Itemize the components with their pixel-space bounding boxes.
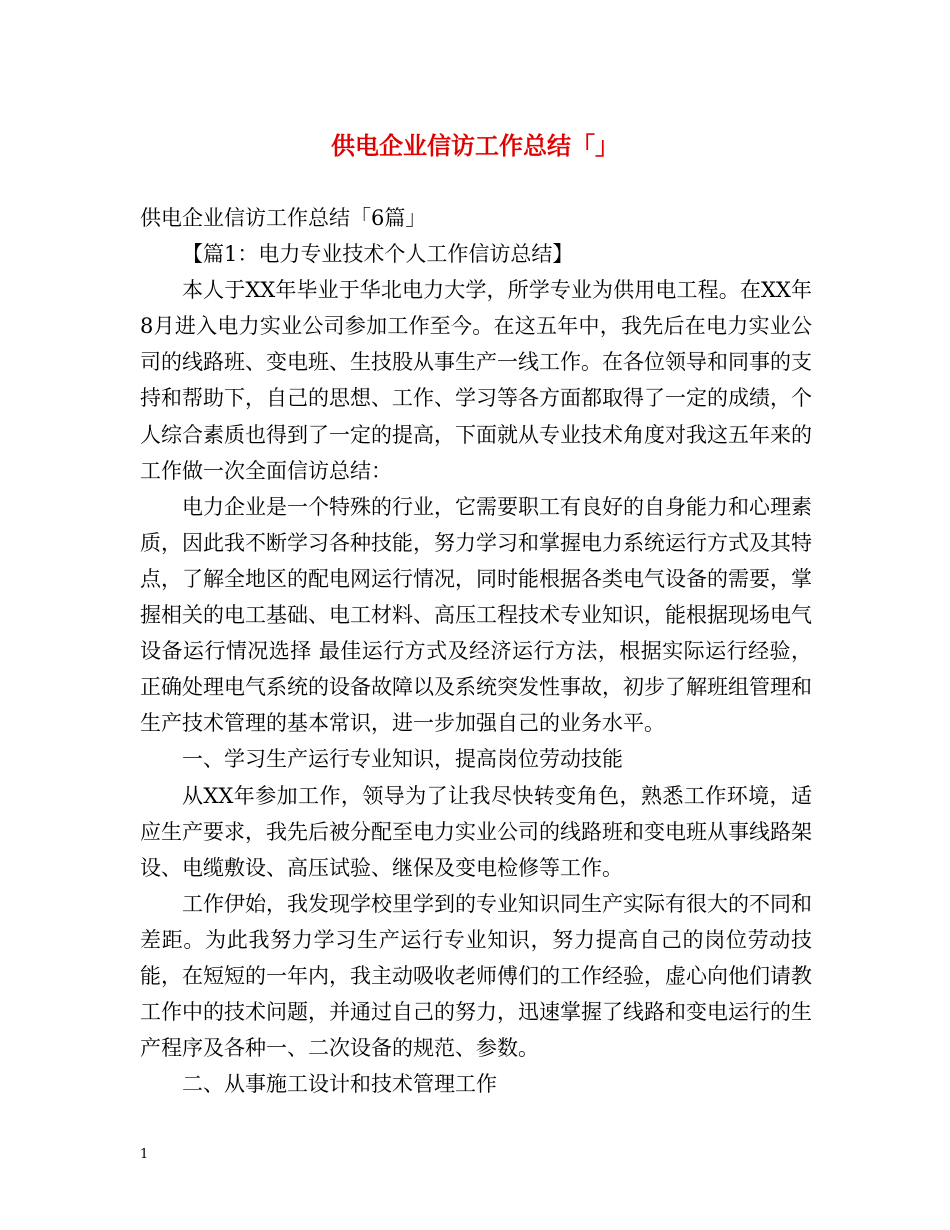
paragraph: 电力企业是一个特殊的行业，它需要职工有良好的自身能力和心理素质，因此我不断学习各种技能，努力学习和掌握电力系统运行方式及其特点，了解全地区的配电网运行情况，同时能根据各类电气设备的需要，掌握相关的电工基础、电工材料、高压工程技术专业知识，能根据现场电气设备运行情况选择 最佳运行方式及经济运行方法，根据实际运行经验，正确处理电气系统的设备故障以及系统突发性事故，初步了解班组管理和生产技术管理的基本常识，进一步加强自己的业务水平。 [140,494,812,736]
paragraph-heading: 一、学习生产运行专业知识，提高岗位劳动技能 [182,747,623,772]
paragraph-subtitle: 供电企业信访工作总结「6篇」 [140,206,427,230]
document-body [140,200,812,1102]
paragraph: 从XX年参加工作，领导为了让我尽快转变角色，熟悉工作环境，适应生产要求，我先后被分配至电力实业公司的线路班和变电班从事线路架设、电缆敷设、高压试验、继保及变电检修等工作。 [140,783,812,880]
paragraph-section-heading: 【篇1：电力专业技术个人工作信访总结】 [182,242,574,267]
paragraph: 本人于XX年毕业于华北电力大学，所学专业为供用电工程。在XX年8月进入电力实业公司参加工作至今。在这五年中，我先后在电力实业公司的线路班、变电班、生技股从事生产一线工作。在各位领导和同事的支持和帮助下，自己的思想、工作、学习等各方面都取得了一定的成绩，个人综合素质也得到了一定的提高，下面就从专业技术角度对我这五年来的工作做一次全面信访总结： [140,278,812,483]
document-title: 供电企业信访工作总结「」 [331,131,619,160]
paragraph-heading: 二、从事施工设计和技术管理工作 [182,1072,497,1097]
page-number: 1 [140,1147,149,1162]
paragraph: 工作伊始，我发现学校里学到的专业知识同生产实际有很大的不同和差距。为此我努力学习生产运行专业知识，努力提高自己的岗位劳动技能，在短短的一年内，我主动吸收老师傅们的工作经验，虚心向他们请教工作中的技术问题，并通过自己的努力，迅速掌握了线路和变电运行的生产程序及各种一、二次设备的规范、参数。 [140,891,812,1061]
